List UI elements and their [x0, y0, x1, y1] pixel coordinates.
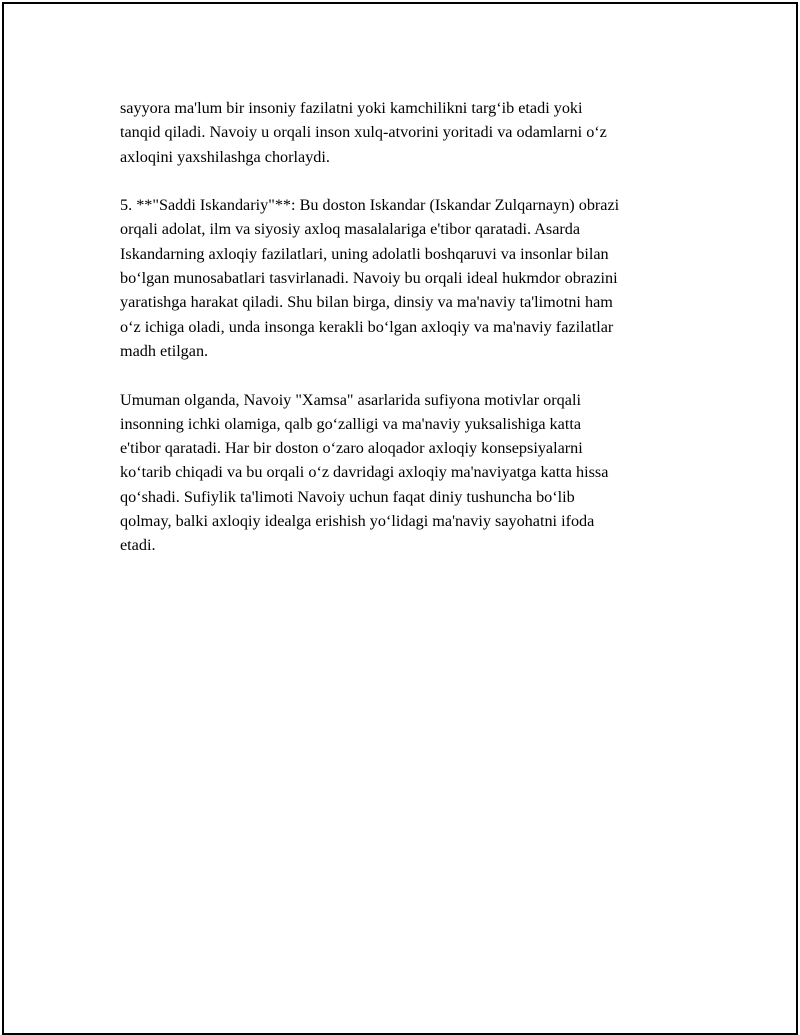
paragraph-planet-virtue	[120, 96, 692, 169]
text-line: 5. **"Saddi Iskandariy"**: Bu doston Iskandar (Iskandar Zulqarnayn) obrazi	[120, 196, 620, 215]
text-line: e'tibor qaratadi. Har bir doston o‘zaro aloqador axloqiy konsepsiyalarni	[120, 439, 583, 458]
text-line: o‘z ichiga oladi, unda insonga kerakli bo‘lgan axloqiy va ma'naviy fazilatlar	[120, 317, 614, 336]
text-line: qolmay, balki axloqiy idealga erishish yo‘lidagi ma'naviy sayohatni ifoda	[120, 512, 595, 531]
text-line: bo‘lgan munosabatlari tasvirlanadi. Navoiy bu orqali ideal hukmdor obrazini	[120, 269, 618, 288]
text-line: tanqid qiladi. Navoiy u orqali inson xulq-atvorini yoritadi va odamlarni o‘z	[120, 123, 607, 142]
paragraph-conclusion	[120, 388, 692, 558]
text-line: Umuman olganda, Navoiy "Xamsa" asarlarida sufiyona motivlar orqali	[120, 390, 581, 409]
text-line: sayyora ma'lum bir insoniy fazilatni yoki kamchilikni targ‘ib etadi yoki	[120, 99, 583, 117]
paragraph-saddi-iskandariy	[120, 193, 692, 363]
text-line: etadi.	[120, 536, 156, 555]
text-line: ko‘tarib chiqadi va bu orqali o‘z davridagi axloqiy ma'naviyatga katta hissa	[120, 463, 609, 482]
text-line: qo‘shadi. Sufiylik ta'limoti Navoiy uchun faqat diniy tushuncha bo‘lib	[120, 487, 575, 506]
text-line: orqali adolat, ilm va siyosiy axloq masalalariga e'tibor qaratadi. Asarda	[120, 220, 581, 239]
page-border	[2, 2, 798, 1035]
text-line: Iskandarning axloqiy fazilatlari, uning adolatli boshqaruvi va insonlar bilan	[120, 244, 609, 263]
text-line: madh etilgan.	[120, 341, 209, 360]
text-line: axloqini yaxshilashga chorlaydi.	[120, 147, 330, 166]
text-line: insonning ichki olamiga, qalb go‘zalligi va ma'naviy yuksalishiga katta	[120, 414, 582, 433]
document-body	[120, 96, 692, 582]
text-line: yaratishga harakat qiladi. Shu bilan birga, dinsiy va ma'naviy ta'limotni ham	[120, 293, 613, 312]
